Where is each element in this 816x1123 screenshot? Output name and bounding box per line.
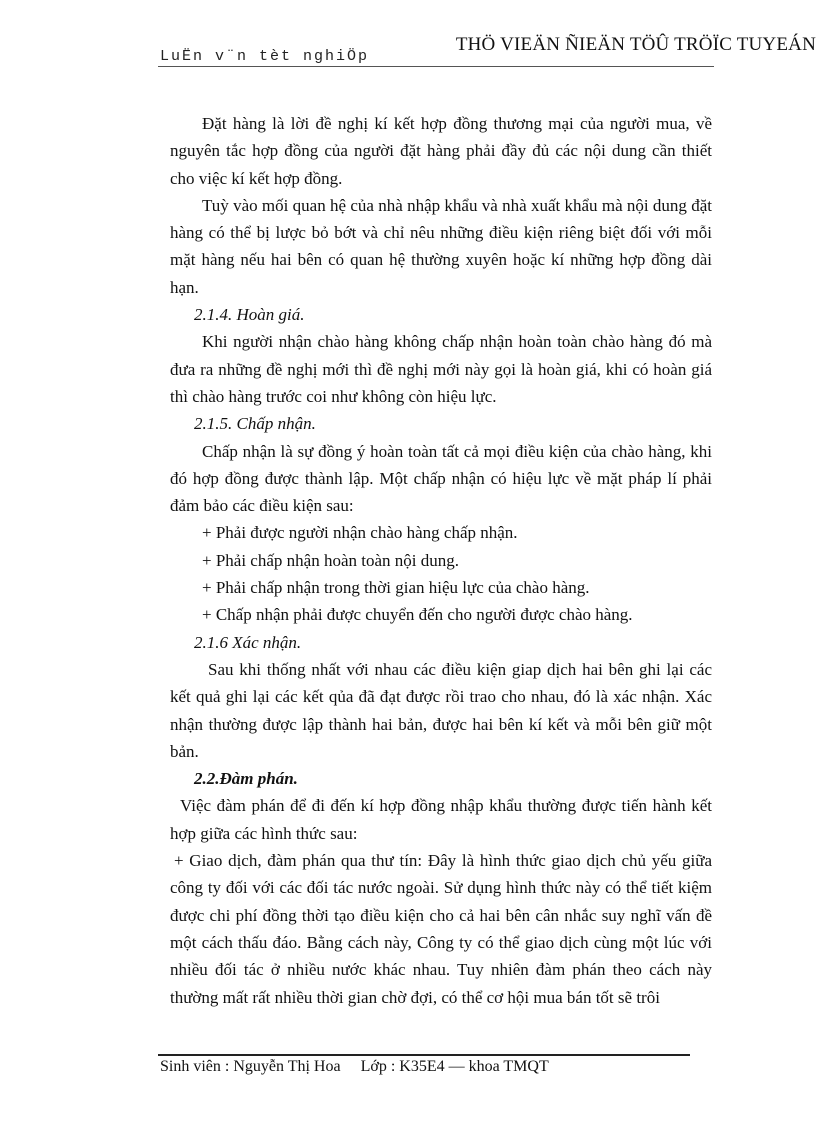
footer-student-info: Sinh viên : Nguyễn Thị Hoa Lớp : K35E4 — khoa TMQT: [160, 1058, 549, 1075]
paragraph-confirmation: Sau khi thống nhất với nhau các điều kiện giap dịch hai bên ghi lại các kết quả ghi lại các kết qủa đã đạt được rồi trao cho nhau, đó là xác nhận. Xác nhận thường được lập thành hai bản, được hai bên kí kết và mỗi bên giữ một bản.: [170, 659, 712, 761]
section-heading-2-1-6: 2.1.6 Xác nhận.: [194, 632, 302, 652]
list-item: + Phải chấp nhận hoàn toàn nội dung.: [202, 550, 459, 570]
paragraph-counter-offer: Khi người nhận chào hàng không chấp nhận hoàn toàn chào hàng đó mà đưa ra những đề nghị mới thì đề nghị mới này gọi là hoàn giá, khi có hoàn giá thì chào hàng trước coi như không còn hiệu lực.: [170, 332, 712, 406]
paragraph-acceptance: Chấp nhận là sự đồng ý hoàn toàn tất cả mọi điều kiện của chào hàng, khi đó hợp đồng được thành lập. Một chấp nhận có hiệu lực về mặt pháp lí phải đảm bảo các điều kiện sau:: [170, 441, 712, 516]
section-heading-2-2: 2.2.Đàm phán.: [194, 769, 298, 789]
watermark-library-name: THÖ VIEÄN ÑIEÄN TÖÛ TRÖÏC TUYEÁN: [455, 34, 816, 55]
document-body: [170, 110, 712, 1011]
list-item: + Phải chấp nhận trong thời gian hiệu lực của chào hàng.: [202, 578, 590, 598]
paragraph-negotiation-by-mail: + Giao dịch, đàm phán qua thư tín: Đây là hình thức giao dịch chủ yếu giữa công ty đối với các đối tác nước ngoài. Sử dụng hình thức này có thể tiết kiệm được chi phí đồng thời tạo điều kiện cho cả hai bên cân nhắc suy nghĩ vấn đề một cách thấu đáo. Bằng cách này, Công ty có thể giao dịch cùng một lúc với nhiều đối tác ở nhiều nước khác nhau. Tuy nhiên đàm phán theo cách này thường mất rất nhiều thời gian chờ đợi, có thể cơ hội mua bán tốt sẽ trôi: [170, 851, 712, 1007]
paragraph-negotiation-intro: Việc đàm phán để đi đến kí hợp đồng nhập khẩu thường được tiến hành kết hợp giữa các hình thức sau:: [170, 796, 712, 843]
footer-divider: [158, 1054, 690, 1056]
section-heading-2-1-5: 2.1.5. Chấp nhận.: [194, 414, 316, 434]
header-divider: [158, 66, 714, 67]
paragraph-order-relationship: Tuỳ vào mối quan hệ của nhà nhập khẩu và nhà xuất khẩu mà nội dung đặt hàng có thể bị lược bỏ bớt và chỉ nêu những điều kiện riêng biệt đối với mỗi mặt hàng nếu hai bên có quan hệ thường xuyên hoặc kí những hợp đồng dài hạn.: [170, 195, 712, 297]
section-heading-2-1-4: 2.1.4. Hoàn giá.: [194, 305, 305, 325]
running-header-title: LuËn v¨n tèt nghiÖp: [160, 48, 370, 65]
list-item: + Chấp nhận phải được chuyển đến cho người được chào hàng.: [202, 605, 633, 625]
paragraph-order-definition: Đặt hàng là lời đề nghị kí kết hợp đồng thương mại của người mua, về nguyên tắc hợp đồng của người đặt hàng phải đầy đủ các nội dung cần thiết cho việc kí kết hợp đồng.: [170, 114, 712, 188]
list-item: + Phải được người nhận chào hàng chấp nhận.: [202, 523, 518, 543]
